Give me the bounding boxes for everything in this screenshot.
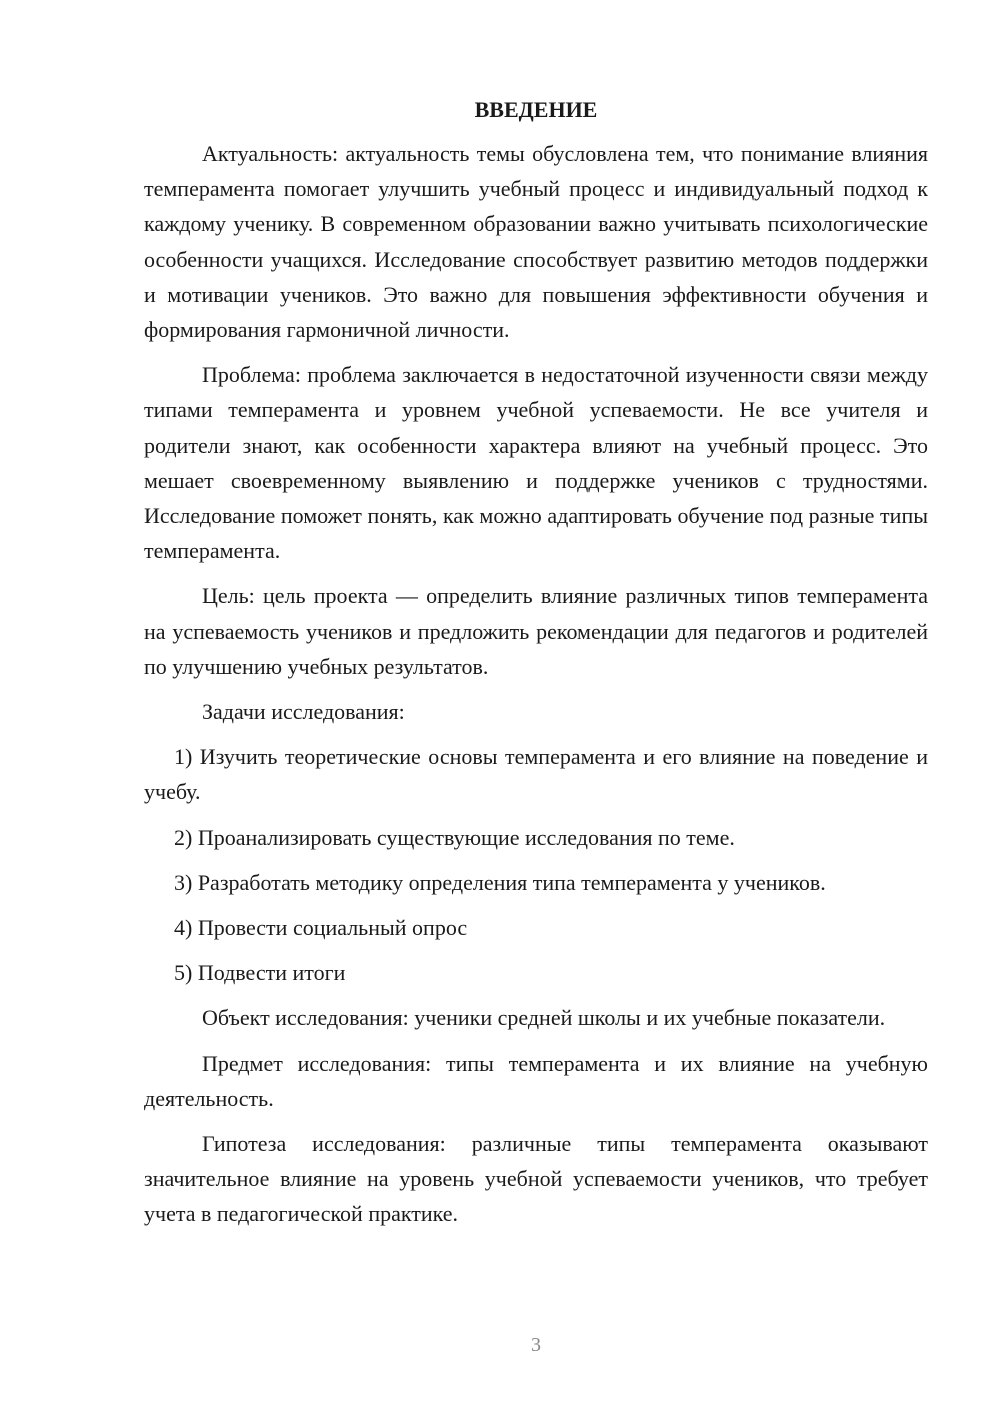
list-item: 2) Проанализировать существующие исследования по теме. bbox=[174, 824, 735, 850]
page-number: 3 bbox=[531, 1334, 541, 1356]
paragraph-goal: Цель: цель проекта — определить влияние различных типов темперамента на успеваемость учеников и предложить рекомендации для педагогов и родителей по улучшению учебных результатов. bbox=[144, 583, 928, 679]
paragraph-object: Объект исследования: ученики средней школы и их учебные показатели. bbox=[202, 1005, 886, 1031]
tasks-label: Задачи исследования: bbox=[202, 699, 405, 725]
paragraph-subject: Предмет исследования: типы темперамента и их влияние на учебную деятельность. bbox=[144, 1050, 928, 1111]
list-item: 5) Подвести итоги bbox=[174, 960, 346, 986]
paragraph-problem: Проблема: проблема заключается в недостаточной изученности связи между типами темперамента и уровнем учебной успеваемости. Не все учителя и родители знают, как особенности характера влияют на учебный процесс. Это мешает своевременному выявлению и поддержке учеников с трудностями. Исследование поможет понять, как можно адаптировать обучение под разные типы темперамента. bbox=[144, 362, 928, 564]
tasks-list bbox=[144, 739, 928, 990]
page-content bbox=[144, 94, 928, 1242]
list-item: 3) Разработать методику определения типа темперамента у учеников. bbox=[174, 869, 826, 895]
list-item: 1) Изучить теоретические основы темперамента и его влияние на поведение и учебу. bbox=[144, 744, 928, 805]
list-item: 4) Провести социальный опрос bbox=[174, 915, 468, 941]
paragraph-hypothesis: Гипотеза исследования: различные типы темперамента оказывают значительное влияние на уровень учебной успеваемости учеников, что требует учета в педагогической практике. bbox=[144, 1131, 928, 1227]
paragraph-relevance: Актуальность: актуальность темы обусловлена тем, что понимание влияния темперамента помогает улучшить учебный процесс и индивидуальный подход к каждому ученику. В современном образовании важно учитывать психологические особенности учащихся. Исследование способствует развитию методов поддержки и мотивации учеников. Это важно для повышения эффективности обучения и формирования гармоничной личности. bbox=[144, 141, 928, 343]
section-heading: ВВЕДЕНИЕ bbox=[474, 97, 598, 122]
